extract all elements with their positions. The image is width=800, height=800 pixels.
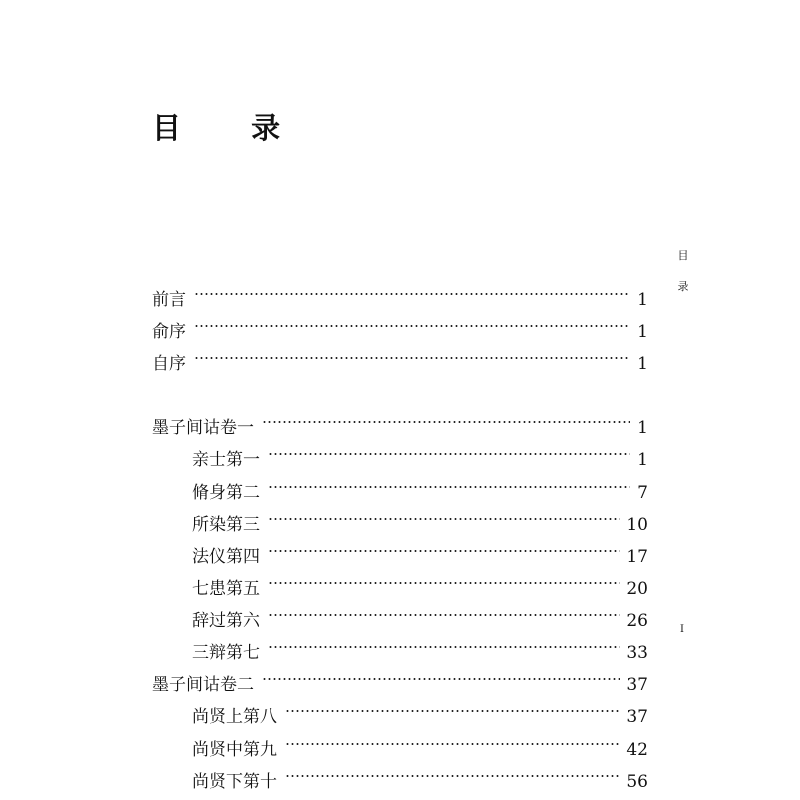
page-title: 目 录	[152, 111, 311, 145]
toc-leader-dots	[262, 405, 630, 433]
toc-leader-dots	[194, 309, 630, 337]
toc-entry[interactable]	[152, 405, 648, 438]
running-header-char: 录	[677, 280, 689, 293]
toc-entry[interactable]	[152, 341, 648, 374]
toc-leader-dots	[194, 277, 630, 305]
toc-entry-page: 1	[637, 322, 648, 342]
toc-entry[interactable]	[152, 662, 648, 695]
toc-leader-dots	[285, 759, 620, 787]
running-header-char: 目	[677, 249, 689, 262]
toc-entry-page: 7	[637, 483, 648, 503]
toc-entry-title: 俞序	[152, 322, 186, 342]
toc-entry-page: 42	[626, 740, 648, 760]
toc-entry-title: 尚贤中第九	[192, 740, 277, 760]
toc-entry[interactable]	[192, 598, 648, 631]
page-number-folio: I	[680, 624, 684, 635]
toc-entry-page: 1	[637, 450, 648, 470]
toc-entry-page: 17	[626, 547, 648, 567]
toc-entry-page: 37	[626, 707, 648, 727]
toc-entry-title: 墨子间诂卷一	[152, 418, 254, 438]
toc-entry[interactable]	[192, 437, 648, 470]
toc-entry-title: 法仪第四	[192, 547, 260, 567]
toc-leader-dots	[268, 437, 630, 465]
toc-entry[interactable]	[192, 502, 648, 535]
toc-entry-page: 33	[626, 643, 648, 663]
toc-entry[interactable]	[192, 470, 648, 503]
toc-entry[interactable]	[192, 759, 648, 792]
toc-entry-page: 56	[626, 772, 648, 792]
toc-entry[interactable]	[192, 534, 648, 567]
toc-entry-title: 三辩第七	[192, 643, 260, 663]
toc-entry-page: 37	[626, 675, 648, 695]
toc-entry[interactable]	[192, 727, 648, 760]
toc-entry-title: 尚贤下第十	[192, 772, 277, 792]
toc-entry-page: 20	[626, 579, 648, 599]
toc-entry-title: 尚贤上第八	[192, 707, 277, 727]
toc-leader-dots	[268, 630, 620, 658]
toc-entry-title: 辞过第六	[192, 611, 260, 631]
toc-leader-dots	[268, 470, 630, 498]
toc-entry-title: 七患第五	[192, 579, 260, 599]
toc-entry[interactable]	[192, 566, 648, 599]
toc-leader-dots	[285, 727, 620, 755]
toc-entry-page: 26	[626, 611, 648, 631]
toc-leader-dots	[268, 598, 620, 626]
toc-leader-dots	[268, 534, 620, 562]
toc-leader-dots	[268, 502, 620, 530]
toc-entry-page: 10	[626, 515, 648, 535]
toc-entry-page: 1	[637, 290, 648, 310]
toc-entry[interactable]	[152, 309, 648, 342]
toc-entry[interactable]	[192, 630, 648, 663]
toc-entry[interactable]	[192, 694, 648, 727]
toc-leader-dots	[262, 662, 620, 690]
toc-entry[interactable]	[152, 277, 648, 310]
toc-entry-page: 1	[637, 354, 648, 374]
toc-leader-dots	[268, 566, 620, 594]
toc-leader-dots	[285, 694, 620, 722]
toc-entry-title: 前言	[152, 290, 186, 310]
toc-leader-dots	[194, 341, 630, 369]
toc-entry-title: 脩身第二	[192, 483, 260, 503]
toc-entry-title: 自序	[152, 354, 186, 374]
toc-entry-title: 所染第三	[192, 515, 260, 535]
toc-entry-title: 亲士第一	[192, 450, 260, 470]
toc-entry-title: 墨子间诂卷二	[152, 675, 254, 695]
toc-entry-page: 1	[637, 418, 648, 438]
